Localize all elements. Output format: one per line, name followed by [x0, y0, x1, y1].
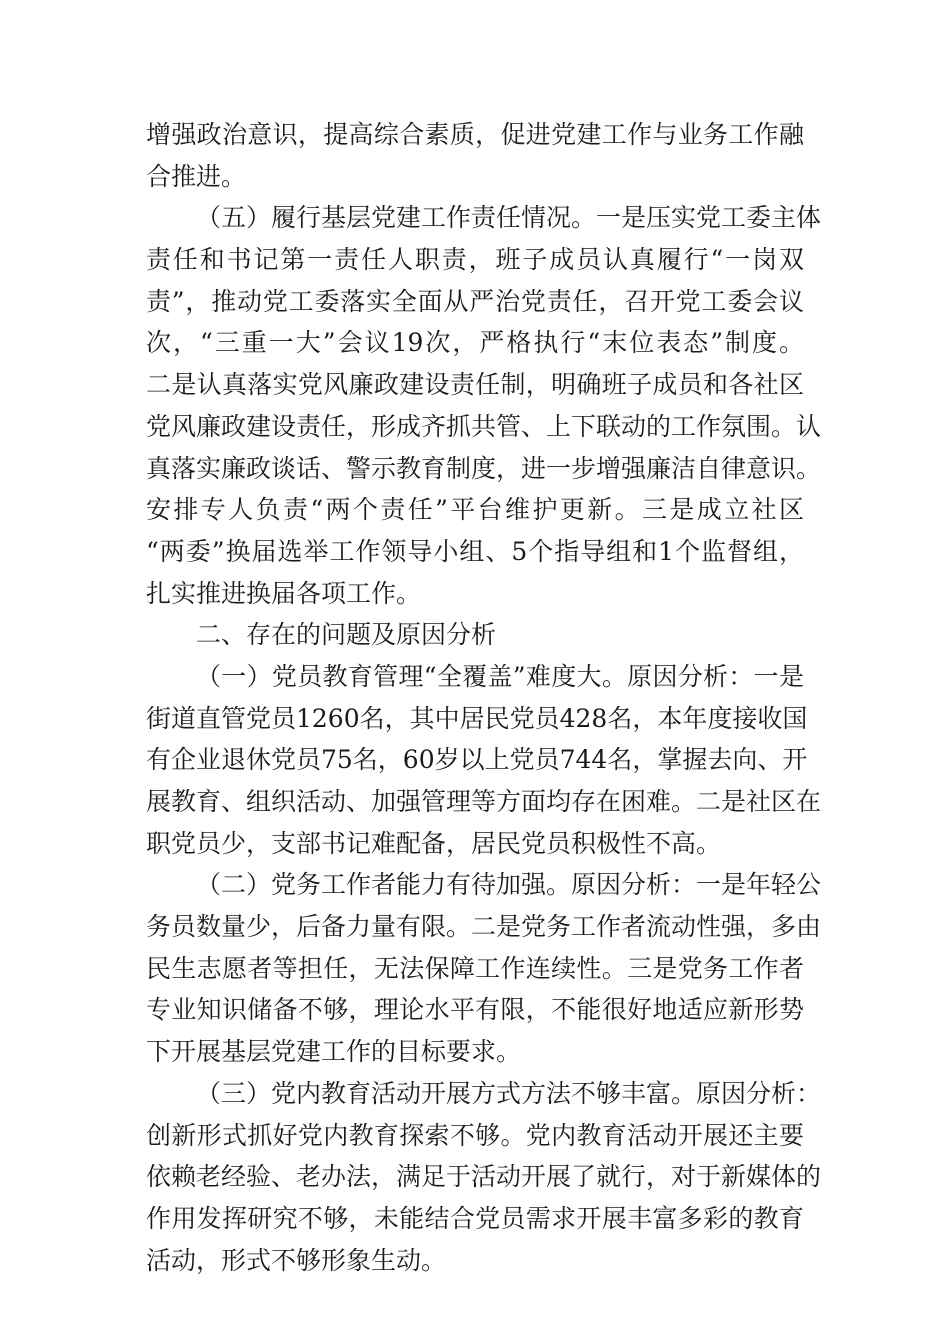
text-line: 真落实廉政谈话、警示教育制度，进一步增强廉洁自律意识。 [146, 453, 822, 483]
paragraph-issue-1 [146, 656, 822, 864]
document-page [146, 114, 822, 1281]
text-line: 下开展基层党建工作的目标要求。 [146, 1037, 522, 1067]
paragraph-issue-2 [146, 864, 822, 1072]
text-line: 创新形式抓好党内教育探索不够。党内教育活动开展还主要 [146, 1120, 804, 1150]
text-line: 责”，推动党工委落实全面从严治党责任，召开党工委会议 [146, 286, 804, 316]
section-heading [146, 614, 804, 656]
text-line: （二）党务工作者能力有待加强。原因分析：一是年轻公 [196, 870, 822, 900]
text-line: 合推进。 [146, 161, 247, 191]
heading-line: 二、存在的问题及原因分析 [196, 620, 497, 650]
paragraph-issue-3 [146, 1073, 822, 1281]
text-line: 有企业退休党员75名，60岁以上党员744名，掌握去向、开 [146, 745, 808, 775]
text-line: 民生志愿者等担任，无法保障工作连续性。三是党务工作者 [146, 953, 804, 983]
text-line: 职党员少，支部书记难配备，居民党员积极性不高。 [146, 828, 722, 858]
text-line: 专业知识储备不够，理论水平有限，不能很好地适应新形势 [146, 995, 804, 1025]
text-line: 次，“三重一大”会议19次，严格执行“末位表态”制度。 [146, 328, 804, 358]
text-line: 增强政治意识，提高综合素质，促进党建工作与业务工作融 [146, 120, 804, 149]
paragraph-section-5 [146, 197, 822, 614]
text-line: （三）党内教育活动开展方式方法不够丰富。原因分析： [196, 1078, 822, 1108]
text-line: （一）党员教育管理“全覆盖”难度大。原因分析：一是 [196, 661, 804, 691]
text-line: 依赖老经验、老办法，满足于活动开展了就行，对于新媒体的 [146, 1162, 822, 1192]
text-line: 作用发挥研究不够，未能结合党员需求开展丰富多彩的教育 [146, 1203, 804, 1233]
text-line: 务员数量少，后备力量有限。二是党务工作者流动性强，多由 [146, 912, 822, 942]
text-line: 二是认真落实党风廉政建设责任制，明确班子成员和各社区 [146, 370, 804, 400]
paragraph-continuation [146, 114, 804, 197]
text-line: 街道直管党员1260名，其中居民党员428名，本年度接收国 [146, 703, 808, 733]
text-line: 活动，形式不够形象生动。 [146, 1245, 447, 1275]
text-line: 扎实推进换届各项工作。 [146, 578, 422, 608]
text-line: 责任和书记第一责任人职责，班子成员认真履行“一岗双 [146, 245, 804, 275]
text-line: 党风廉政建设责任，形成齐抓共管、上下联动的工作氛围。认 [146, 411, 822, 441]
text-line: 展教育、组织活动、加强管理等方面均存在困难。二是社区在 [146, 787, 822, 816]
text-line: 安排专人负责“两个责任”平台维护更新。三是成立社区 [146, 495, 804, 525]
text-line: （五）履行基层党建工作责任情况。一是压实党工委主体 [196, 203, 822, 233]
text-line: “两委”换届选举工作领导小组、5个指导组和1个监督组， [146, 536, 804, 566]
